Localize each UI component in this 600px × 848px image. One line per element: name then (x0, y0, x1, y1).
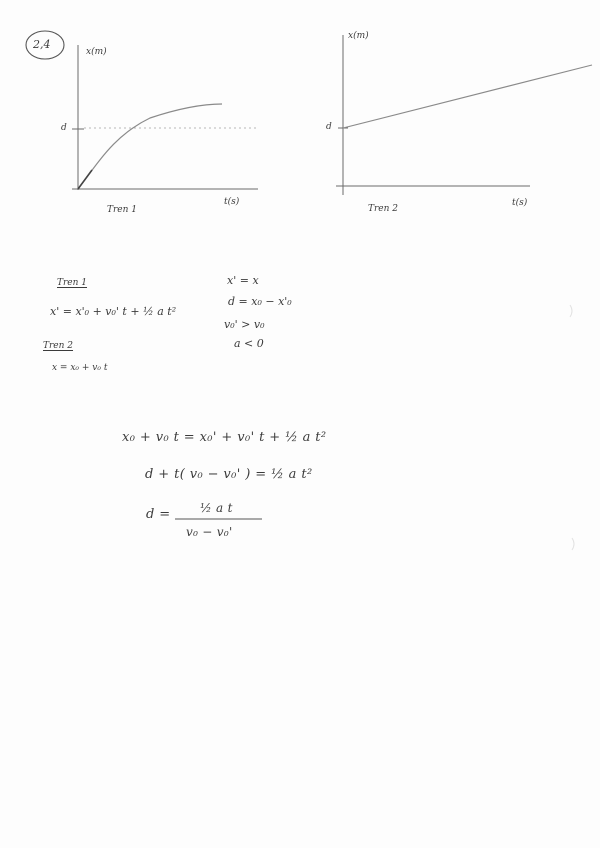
derivation-line1: x₀ + v₀ t = x₀' + v₀' t + ½ a t² (122, 430, 327, 445)
derivation-line3-lhs: d = (146, 507, 171, 522)
scan-mark-1 (570, 305, 572, 317)
tren1-equation: x' = x'₀ + v₀' t + ½ a t² (50, 305, 177, 318)
graph1-x-label: t(s) (224, 197, 240, 207)
graph2-x-label: t(s) (512, 198, 528, 208)
graph1-curve (78, 104, 222, 189)
condition-equal-position: x' = x (227, 274, 259, 287)
graph1-d-label: d (61, 123, 67, 133)
graph1-caption: Tren 1 (107, 205, 138, 215)
condition-acceleration: a < 0 (234, 337, 264, 350)
derivation-line2: d + t( v₀ − v₀' ) = ½ a t² (145, 467, 313, 482)
problem-number: 2,4 (33, 38, 51, 51)
condition-velocity: v₀' > v₀ (224, 318, 265, 331)
graph1-curve-start (78, 170, 92, 189)
scan-mark-2 (572, 538, 574, 550)
graph2-caption: Tren 2 (368, 204, 399, 214)
tren2-label: Tren 2 (43, 341, 74, 351)
graph2-d-label: d (326, 122, 332, 132)
graph1-y-label: x(m) (86, 47, 107, 57)
graph1-axes (72, 45, 258, 190)
tren2-equation: x = x₀ + v₀ t (52, 363, 108, 373)
graph2-line (343, 65, 592, 128)
condition-d-definition: d = x₀ − x'₀ (228, 295, 292, 308)
tren1-label: Tren 1 (57, 278, 88, 288)
derivation-line3-numerator: ½ a t (200, 501, 233, 515)
derivation-line3-denominator: v₀ − v₀' (186, 525, 233, 539)
graph2-axes (336, 35, 530, 195)
graph2-y-label: x(m) (348, 31, 369, 41)
